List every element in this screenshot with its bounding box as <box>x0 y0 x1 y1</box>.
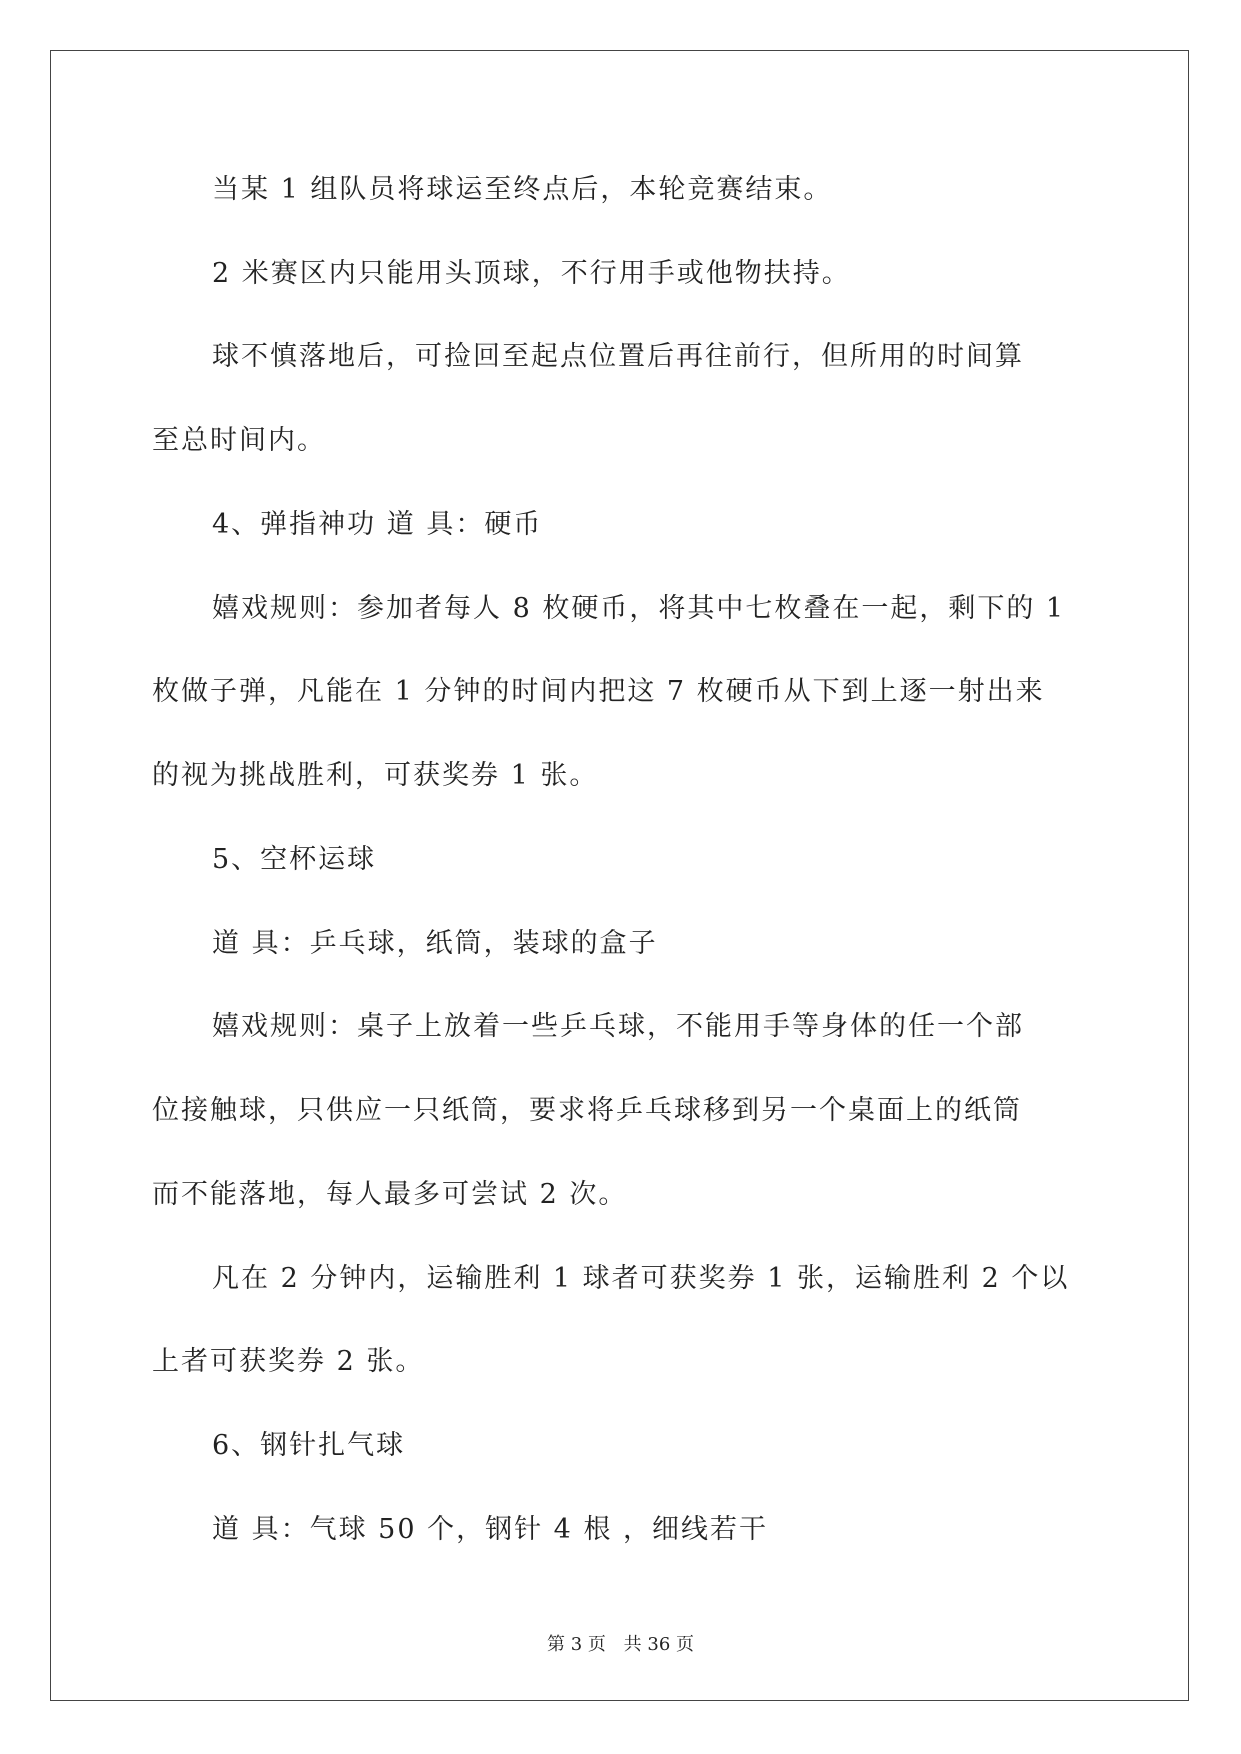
section-heading: 6、钢针扎气球 <box>212 1430 406 1461</box>
text-line: 道 具：乒乓球，纸筒，装球的盒子 <box>212 928 658 959</box>
text-line: 的视为挑战胜利，可获奖券 1 张。 <box>152 760 599 791</box>
text-line: 枚做子弹，凡能在 1 分钟的时间内把这 7 枚硬币从下到上逐一射出来 <box>152 676 1045 707</box>
text-line: 球不慎落地后，可捡回至起点位置后再往前行，但所用的时间算 <box>212 341 1024 372</box>
page-footer <box>0 1630 1241 1656</box>
page-number: 第 3 页 <box>547 1634 606 1655</box>
text-line: 嬉戏规则：参加者每人 8 枚硬币，将其中七枚叠在一起，剩下的 1 <box>212 593 1066 624</box>
text-line: 凡在 2 分钟内，运输胜利 1 球者可获奖券 1 张，运输胜利 2 个以 <box>212 1263 1070 1294</box>
text-line: 位接触球，只供应一只纸筒，要求将乒乓球移到另一个桌面上的纸筒 <box>152 1095 1022 1126</box>
text-line: 当某 1 组队员将球运至终点后，本轮竞赛结束。 <box>212 174 833 205</box>
text-line: 道 具：气球 50 个，钢针 4 根 ，细线若干 <box>212 1514 769 1545</box>
text-line: 至总时间内。 <box>152 425 326 456</box>
text-line: 上者可获奖券 2 张。 <box>152 1346 425 1377</box>
text-line: 嬉戏规则：桌子上放着一些乒乓球，不能用手等身体的任一个部 <box>212 1011 1024 1042</box>
section-heading: 4、弹指神功 道 具：硬币 <box>212 509 543 540</box>
section-heading: 5、空杯运球 <box>212 844 377 875</box>
text-line: 2 米赛区内只能用头顶球，不行用手或他物扶持。 <box>212 258 851 289</box>
page-total: 共 36 页 <box>623 1634 694 1655</box>
text-line: 而不能落地，每人最多可尝试 2 次。 <box>152 1179 628 1210</box>
